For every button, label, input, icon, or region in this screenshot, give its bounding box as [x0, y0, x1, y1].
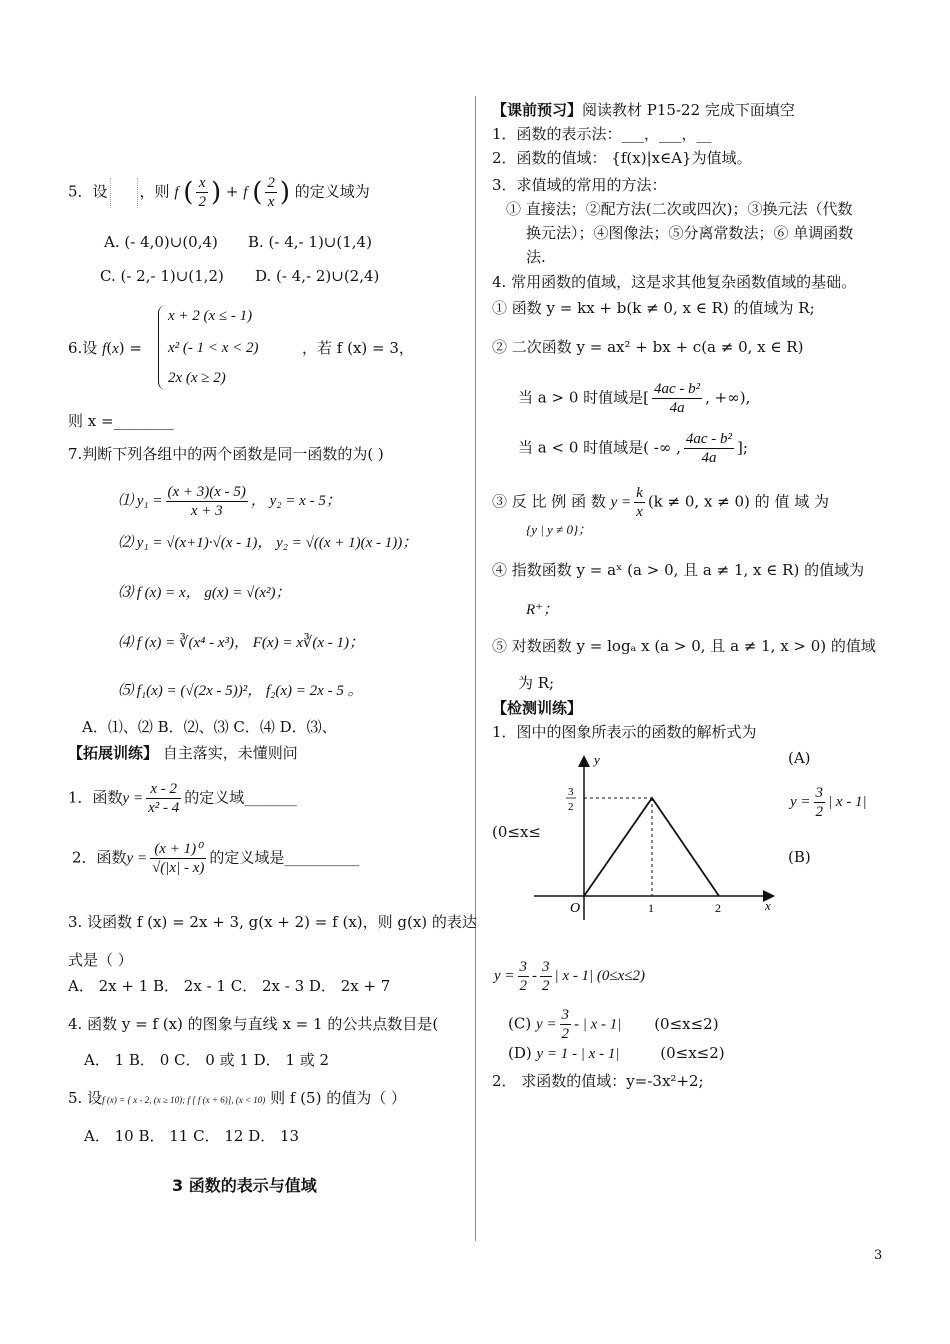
- q6-answer: 则 x =________: [68, 412, 174, 430]
- e4-options: A． 1 B． 0 C． 0 或 1 D． 1 或 2: [84, 1051, 330, 1069]
- ext-title-line: 【拓展训练】 自主落实，未懂则问: [68, 744, 298, 762]
- q5-option-a: A. (- 4,0)∪(0,4): [104, 233, 218, 251]
- p3: 3．求值域的常用的方法：: [492, 176, 667, 194]
- column-divider: [475, 96, 476, 1241]
- q7-item1: ⑴ y₁ = $\frac{(x + 3)(x - 5)}{x + 3}$ ， y₂ = x - 5；: [118, 484, 341, 519]
- function-graph: [534, 750, 784, 920]
- f2: ② 二次函数 y = ax² + bx + c(a ≠ 0, x ∈ R): [492, 338, 804, 356]
- x-label: x: [765, 898, 771, 913]
- f2a: 当 a > 0 时值域是[ $\frac{\text{4ac - b²}}{4a}$ , +∞),: [518, 381, 751, 416]
- t1: 1．图中的图象所表示的函数的解析式为: [492, 723, 757, 741]
- f3-range: {y | y ≠ 0}；: [526, 522, 592, 537]
- option-c: (C) y = $\frac{3}{2}$ - | x - 1| (0≤x≤2): [508, 1007, 719, 1042]
- q7-item4: ⑷ f (x) = ∛(x⁴ - x³)， F(x) = x∛(x - 1)；: [118, 635, 365, 651]
- q7-item5: ⑸ f₁(x) = (√(2x - 5))²， f₂(x) = 2x - 5 。: [118, 683, 363, 699]
- option-d: (D) y = 1 - | x - 1| (0≤x≤2): [508, 1044, 725, 1062]
- e1-line: 1．函数y = $\frac{x - 2}{\text{x² - 4}}$ 的定义域_______: [68, 781, 297, 816]
- q5-option-d: D. (- 4,- 2)∪(2,4): [255, 267, 380, 285]
- test-title: 【检测训练】: [492, 699, 583, 717]
- p3c: 法.: [526, 248, 546, 266]
- q6-case3: 2x (x ≥ 2): [168, 370, 226, 386]
- option-b-expr: y = $\frac{3}{2}$ - $\frac{3}{2}$ | x - 1| (0≤x≤2): [494, 959, 646, 994]
- q5-function-image: [110, 178, 138, 208]
- option-b-label: (B): [788, 848, 811, 866]
- q6-case1: x + 2 (x ≤ - 1): [168, 308, 253, 324]
- p4: 4. 常用函数的值域，这是求其他复杂函数值域的基础。: [492, 273, 857, 291]
- e4-line: 4. 函数 y = f (x) 的图象与直线 x = 1 的公共点数目是(: [68, 1015, 439, 1033]
- q5-line: 5．设 ，则 f ( $\frac{x}{2}$ ) + f ( $\frac{2}{x}$ ) 的定义域为: [68, 175, 370, 210]
- e2-line: 2．函数y = $\frac{\text{(x + 1)⁰}}{√(|x| - x)}$ 的定义域是__________: [72, 841, 360, 876]
- tick-y-den: 2: [568, 801, 574, 813]
- tick-x2: 2: [715, 901, 721, 915]
- t2: 2． 求函数的值域：y=-3x²+2;: [492, 1072, 704, 1090]
- q6-suffix: ，若 f (x) = 3，: [302, 339, 414, 357]
- origin-label: O: [570, 901, 581, 916]
- p3b: 换元法）；④图像法；⑤分离常数法；⑥ 单调函数: [526, 224, 854, 242]
- option-a-label: (A): [788, 749, 811, 767]
- f1: ① 函数 y = kx + b(k ≠ 0, x ∈ R) 的值域为 R;: [492, 299, 815, 317]
- f5: ⑤ 对数函数 y = logₐ x (a > 0, 且 a ≠ 1, x > 0) 的值域: [492, 637, 876, 655]
- e3-line: 3. 设函数 f (x) = 2x + 3, g(x + 2) = f (x)，则 g(x) 的表达: [68, 913, 477, 931]
- tick-y-num: 3: [568, 786, 574, 798]
- e3-line2: 式是（ ）: [68, 951, 133, 969]
- q6-brace: [158, 305, 167, 390]
- option-a-expr: y = $\frac{3}{2}$ | x - 1|: [790, 785, 867, 820]
- p1: 1．函数的表示法：___，___，__: [492, 125, 712, 143]
- q7-item2: ⑵ y₁ = √(x+1)·√(x - 1)， y₂ = √((x + 1)(x - 1))；: [118, 535, 418, 551]
- q5-option-c: C. (- 2,- 1)∪(1,2): [100, 267, 224, 285]
- q7-options: A．⑴、⑵ B．⑵、⑶ C．⑷ D．⑶、: [82, 718, 337, 736]
- p2: 2．函数的值域： {f(x)|x∈A}为值域。: [492, 149, 752, 167]
- pre-title-line: 【课前预习】阅读教材 P15-22 完成下面填空: [492, 101, 795, 119]
- section-title: 3 函数的表示与值域: [172, 1176, 317, 1195]
- y-label: y: [594, 752, 600, 767]
- f5b: 为 R;: [518, 674, 555, 692]
- e3-options: A． 2x + 1 B． 2x - 1 C． 2x - 3 D． 2x + 7: [68, 977, 391, 995]
- f4-range: R⁺；: [526, 602, 559, 618]
- e5-line: 5. 设f (x) = { x - 2, (x ≥ 10); f [ f (x + 6)], (x < 10) 则 f (5) 的值为（ ）: [68, 1089, 406, 1107]
- q5-option-b: B. (- 4,- 1)∪(1,4): [248, 233, 372, 251]
- f3: ③ 反 比 例 函 数 y = $\frac{k}{x}$ (k ≠ 0, x ≠ 0) 的 值 域 为: [492, 485, 829, 520]
- e5-options: A． 10 B． 11 C． 12 D． 13: [84, 1127, 300, 1145]
- q7-item3: ⑶ f (x) = x， g(x) = √(x²)；: [118, 585, 291, 601]
- tick-x1: 1: [648, 901, 654, 915]
- option-a-domain: (0≤x≤: [492, 823, 541, 841]
- q7-title: 7.判断下列各组中的两个函数是同一函数的为( ): [68, 445, 384, 463]
- f4: ④ 指数函数 y = aˣ (a > 0, 且 a ≠ 1, x ∈ R) 的值域为: [492, 561, 865, 579]
- q6-case2: x² (- 1 < x < 2): [168, 340, 259, 356]
- f2b: 当 a < 0 时值域是( -∞ , $\frac{\text{4ac - b²}}{4a}$ ];: [518, 431, 748, 466]
- q6-prefix: 6.设 f(x) =: [68, 339, 142, 357]
- p3a: ① 直接法；②配方法(二次或四次)；③换元法（代数: [506, 200, 853, 218]
- page-number: 3: [874, 1248, 883, 1263]
